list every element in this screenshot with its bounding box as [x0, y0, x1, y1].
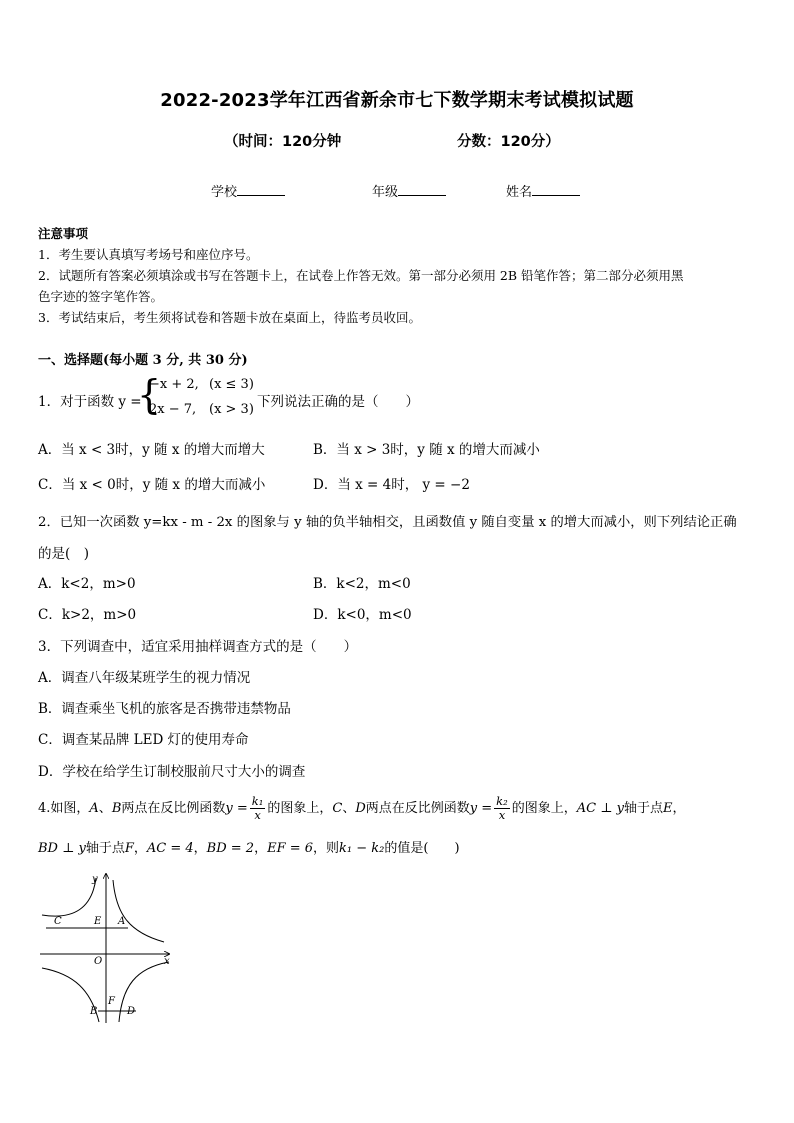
- q2-option-a[interactable]: A．k<2，m>0: [38, 576, 136, 592]
- label-y: y: [92, 874, 98, 885]
- q2-stem-line2: 的是( ): [38, 546, 90, 562]
- q2-stem-line1: 2．已知一次函数 y=kx - m - 2x 的图象与 y 轴的负半轴相交，且函数值 y 随自变量 x 的增大而减小，则下列结论正确: [38, 515, 737, 530]
- exam-score: 分数：120分）: [457, 134, 560, 150]
- q3-option-c[interactable]: C．调查某品牌 LED 灯的使用寿命: [38, 732, 249, 748]
- label-c: C: [54, 916, 62, 927]
- q3-option-a[interactable]: A．调查八年级某班学生的视力情况: [38, 670, 251, 686]
- name-blank[interactable]: [532, 183, 580, 196]
- q1-prefix: 1．对于函数 y =: [38, 394, 142, 410]
- notes-item-1: 1．考生要认真填写考场号和座位序号。: [38, 247, 259, 262]
- q1-brace: {: [137, 371, 162, 419]
- school-blank[interactable]: [237, 183, 285, 196]
- q1-option-c[interactable]: C．当 x < 0时，y 随 x 的增大而减小: [38, 477, 266, 493]
- q1-option-b[interactable]: B．当 x > 3时，y 随 x 的增大而减小: [313, 442, 540, 458]
- grade-blank[interactable]: [398, 183, 446, 196]
- label-f: F: [108, 996, 115, 1007]
- notes-item-3: 3．考试结束后，考生须将试卷和答题卡放在桌面上，待监考员收回。: [38, 310, 421, 325]
- q3-option-b[interactable]: B．调查乘坐飞机的旅客是否携带违禁物品: [38, 701, 291, 717]
- notes-item-2: 2．试题所有答案必须填涂或书写在答题卡上，在试卷上作答无效。第一部分必须用 2B 铅笔作答；第二部分必须用黑: [38, 268, 684, 283]
- name-field[interactable]: [506, 181, 580, 200]
- notes-heading: 注意事项: [38, 226, 89, 241]
- section-heading: 一、选择题(每小题 3 分, 共 30 分): [38, 353, 248, 368]
- label-b: B: [90, 1006, 98, 1017]
- exam-time: （时间：120分钟: [224, 134, 342, 150]
- q4-frac-k2: $\frac{\text{k₂}}{x}$: [496, 794, 508, 822]
- curve-k2-quadrant2-visible: [42, 878, 96, 916]
- label-e: E: [94, 916, 102, 927]
- q1-case1-cond: (x ≤ 3): [209, 377, 254, 392]
- curve-k1-quadrant1: [113, 880, 164, 942]
- school-field[interactable]: [211, 181, 285, 200]
- notes-item-2-cont: 色字迹的签字笔作答。: [38, 289, 164, 304]
- q1-suffix: 下列说法正确的是（ ）: [257, 394, 419, 410]
- label-a: A: [118, 916, 126, 927]
- q2-option-c[interactable]: C．k>2，m>0: [38, 607, 137, 623]
- q4-figure: [36, 868, 176, 1028]
- q3-option-d[interactable]: D．学校在给学生订制校服前尺寸大小的调查: [38, 764, 306, 780]
- q1-option-d[interactable]: D．当 x = 4时， y = −2: [313, 477, 470, 493]
- q1-case2-expr: 2x − 7,: [149, 402, 197, 417]
- q2-option-b[interactable]: B．k<2，m<0: [313, 576, 411, 592]
- q4-frac-k1: $\frac{\text{k₁}}{x}$: [251, 794, 264, 822]
- q3-stem: 3．下列调查中，适宜采用抽样调查方式的是（ ）: [38, 639, 358, 655]
- q4-stem-line2: BD ⊥ y轴于点F，AC = 4，BD = 2，EF = 6，则k₁ − k₂的值是( ): [38, 841, 460, 856]
- q1-case2-cond: (x > 3): [209, 402, 254, 417]
- exam-title: 2022-2023学年江西省新余市七下数学期末考试模拟试题: [160, 90, 634, 111]
- q4-stem-line1: 4.如图，A、B两点在反比例函数y = $\frac{\text{k₁}}{x}$ 的图象上，C、D两点在反比例函数y = $\frac{\text{k₂}}{x}$ 的图象上，AC ⊥ y轴于点E，: [38, 794, 686, 822]
- q1-option-a[interactable]: A．当 x < 3时，y 随 x 的增大而增大: [38, 442, 265, 458]
- label-d: D: [127, 1006, 136, 1017]
- q1-case1-expr: −x + 2,: [149, 377, 199, 392]
- grade-label: 年级: [372, 185, 399, 200]
- school-label: 学校: [211, 185, 238, 200]
- label-x: x: [164, 956, 170, 967]
- grade-field[interactable]: [372, 181, 446, 200]
- label-o: O: [94, 956, 103, 967]
- name-label: 姓名: [506, 185, 533, 200]
- q2-option-d[interactable]: D．k<0，m<0: [313, 607, 412, 623]
